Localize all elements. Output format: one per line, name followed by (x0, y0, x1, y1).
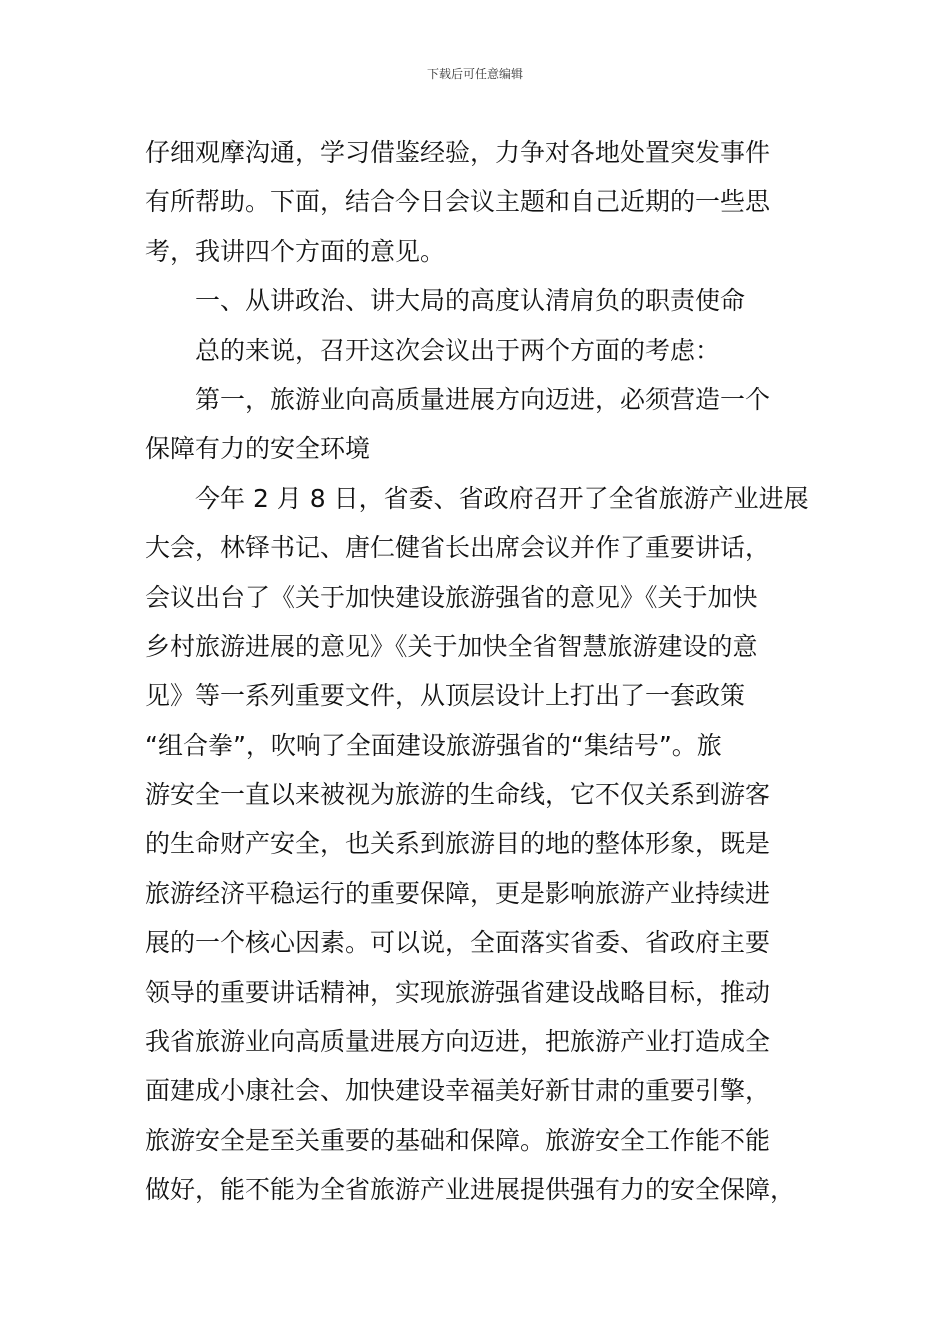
text-line: 的生命财产安全，也关系到旅游目的地的整体形象，既是 (145, 829, 771, 859)
text-line: 一、从讲政治、讲大局的高度认清肩负的职责使命 (195, 286, 746, 316)
text-line: 有所帮助。下面，结合今日会议主题和自己近期的一些思 (145, 187, 771, 217)
text-line: 面建成小康社会、加快建设幸福美好新甘肃的重要引擎， (145, 1076, 771, 1106)
page-header-note: 下载后可任意编辑 (426, 67, 523, 81)
text-line: 大会，林铎书记、唐仁健省长出席会议并作了重要讲话， (145, 533, 771, 563)
text-line: 做好，能不能为全省旅游产业进展提供强有力的安全保障， (145, 1175, 796, 1205)
text-line: 展的一个核心因素。可以说，全面落实省委、省政府主要 (145, 928, 771, 958)
text-line: 仔细观摩沟通，学习借鉴经验，力争对各地处置突发事件 (145, 138, 771, 167)
text-line: 考，我讲四个方面的意见。 (145, 236, 446, 266)
text-line: 领导的重要讲话精神，实现旅游强省建设战略目标，推动 (145, 977, 771, 1007)
text-line: 乡村旅游进展的意见》《关于加快全省智慧旅游建设的意 (145, 631, 758, 661)
text-line: 第一，旅游业向高质量进展方向迈进，必须营造一个 (195, 384, 771, 414)
text-line: 保障有力的安全环境 (145, 434, 371, 464)
text-line: 见》等一系列重要文件，从顶层设计上打出了一套政策 (145, 681, 746, 711)
text-line: 游安全一直以来被视为旅游的生命线，它不仅关系到游客 (145, 780, 771, 810)
text-line: 旅游经济平稳运行的重要保障，更是影响旅游产业持续进 (145, 878, 771, 908)
text-line: 我省旅游业向高质量进展方向迈进，把旅游产业打造成全 (145, 1027, 771, 1057)
text-line: 今年 2 月 8 日，省委、省政府召开了全省旅游产业进展 (195, 483, 809, 513)
text-line: “组合拳”，吹响了全面建设旅游强省的“集结号”。旅 (145, 730, 722, 760)
text-line: 旅游安全是至关重要的基础和保障。旅游安全工作能不能 (145, 1125, 771, 1155)
text-line: 总的来说，召开这次会议出于两个方面的考虑： (195, 335, 721, 365)
text-line: 会议出台了《关于加快建设旅游强省的意见》《关于加快 (145, 582, 758, 612)
document-body (145, 128, 810, 1215)
